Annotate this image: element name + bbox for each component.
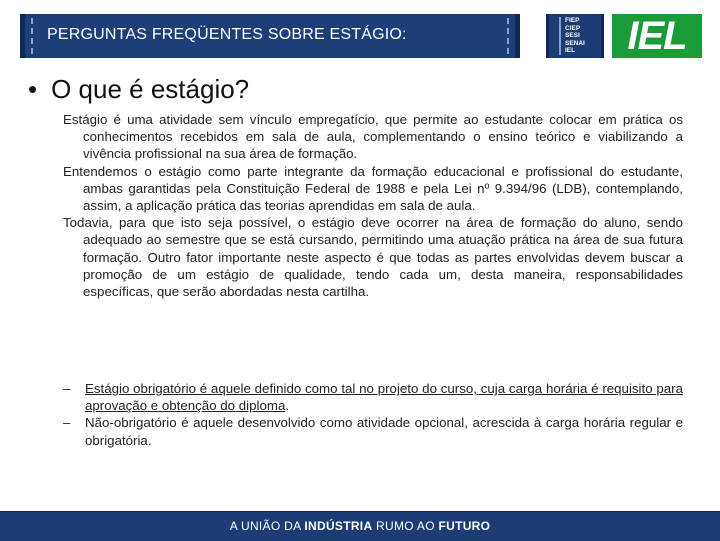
paragraph: Estágio é uma atividade sem vínculo empregatício, que permite ao estudante colocar em prática os conhecimentos recebidos em sala de aula, complementando o ensino teórico e viabilizando a vivência profissional na sua área de formação. xyxy=(63,112,683,162)
footer-slogan-bold: FUTURO xyxy=(438,519,491,533)
footer-slogan-bold: INDÚSTRIA xyxy=(304,519,373,533)
section-heading xyxy=(28,74,249,105)
footer-slogan xyxy=(0,519,720,533)
header-banner xyxy=(20,14,520,58)
page-title: PERGUNTAS FREQÜENTES SOBRE ESTÁGIO: xyxy=(47,26,407,43)
dash-icon: – xyxy=(63,415,71,431)
section-heading-text: O que é estágio? xyxy=(51,74,250,104)
fiep-logo xyxy=(546,14,604,58)
list-item-text: Não-obrigatório é aquele desenvolvido como atividade opcional, acrescida à carga horária regular e obrigatória. xyxy=(85,415,683,448)
list-item xyxy=(63,380,683,414)
bullet-icon: • xyxy=(28,74,38,104)
paragraph: Entendemos o estágio como parte integrante da formação educacional e profissional do estudante, ambas garantidas pela Constituição Federal de 1988 e pela Lei nº 9.394/96 (LDB), contemplando, assim, a aplicação prática das teorias aprendidas em sala de aula. xyxy=(63,163,683,214)
fiep-logo-line: SENAI xyxy=(565,39,585,47)
fiep-logo-line: CIEP xyxy=(565,24,581,32)
iel-logo-text: IEL xyxy=(627,14,687,58)
fiep-logo-line: IEL xyxy=(565,47,576,54)
list-item xyxy=(63,414,683,448)
iel-logo xyxy=(612,14,702,58)
fiep-logo-line: FIEP xyxy=(565,17,580,24)
fiep-logo-text xyxy=(559,17,595,55)
paragraph: Todavia, para que isto seja possível, o estágio deve ocorrer na área de formação do aluno, sendo adequado ao semestre que se está cursando, permitindo uma atuação prática na área de sua futura formação. Outro fator importante neste aspecto é que todas as partes envolvidas devem buscar a promoção de um estágio de qualidade, tendo cada um, desta maneira, responsabilidades específicas, que serão abordadas nesta cartilha. xyxy=(63,215,683,300)
fiep-logo-line: SESI xyxy=(565,32,580,39)
footer-slogan-part: RUMO AO xyxy=(372,519,439,533)
definition-list xyxy=(63,380,683,449)
body-text xyxy=(63,111,683,300)
list-item-suffix: . xyxy=(285,398,290,414)
list-item-text: Estágio obrigatório é aquele definido como tal no projeto do curso, cuja carga horária é requisito para aprovação e obtenção do diploma xyxy=(85,381,683,414)
dash-icon: – xyxy=(63,381,71,396)
footer-slogan-part: A UNIÃO DA xyxy=(229,519,305,533)
footer-bar xyxy=(0,511,720,541)
